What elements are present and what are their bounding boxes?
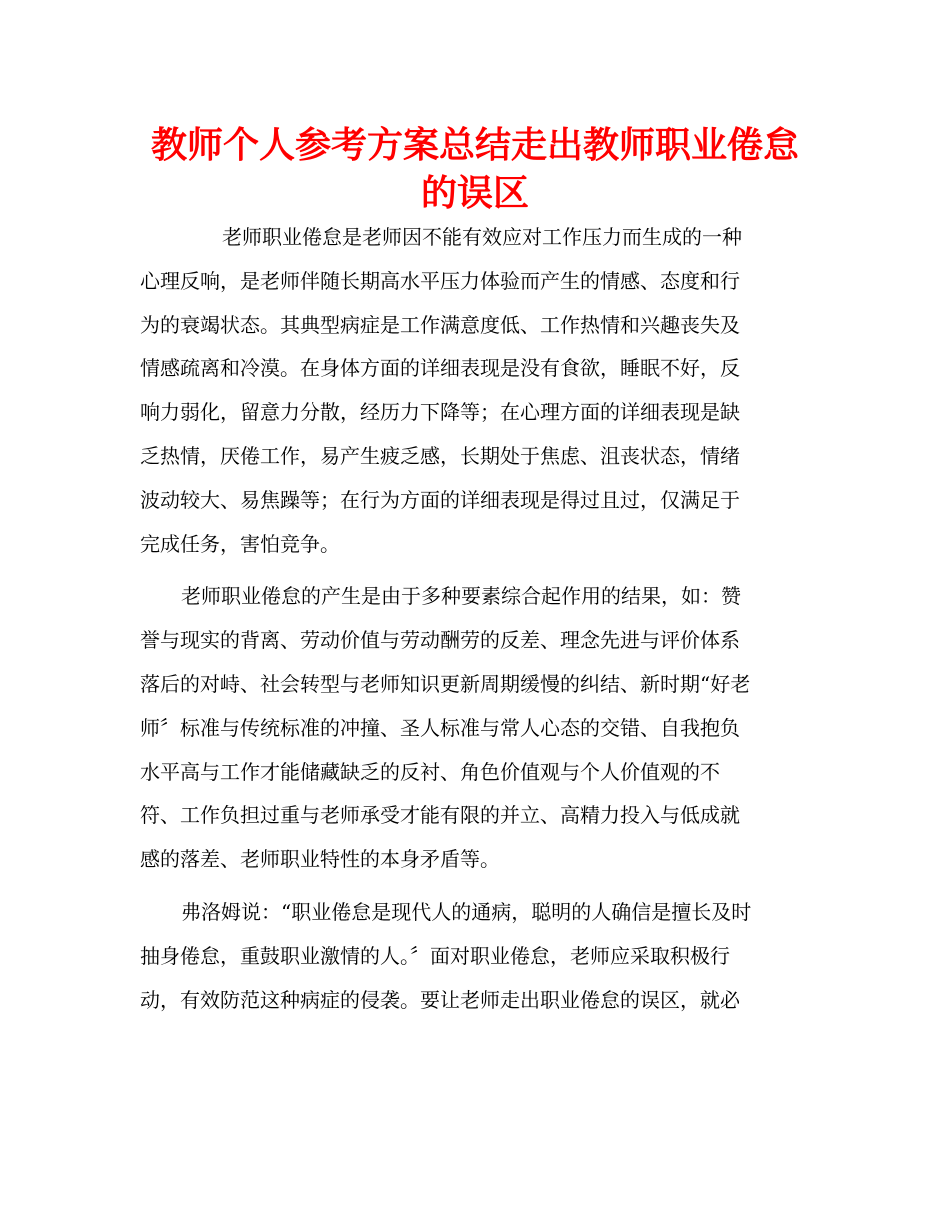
text-line: 誉与现实的背离、劳动价值与劳动酬劳的反差、理念先进与评价体系 — [140, 628, 740, 653]
text-line: 乏热情，厌倦工作，易产生疲乏感，长期处于焦虑、沮丧状态，情绪 — [140, 443, 740, 468]
text-line: 老师职业倦怠是老师因不能有效应对工作压力而生成的一种 — [222, 225, 742, 249]
paragraph-3 — [140, 891, 802, 1022]
text-line: 老师职业倦怠的产生是由于多种要素综合起作用的结果，如：赞 — [181, 584, 741, 609]
text-line: 响力弱化，留意力分散，经历力下降等；在心理方面的详细表现是缺 — [140, 400, 740, 425]
text-line: 为的衰竭状态。其典型病症是工作满意度低、工作热情和兴趣丧失及 — [140, 312, 740, 337]
document-title — [130, 122, 820, 218]
text-line: 师〞标准与传统标准的冲撞、圣人标准与常人心态的交错、自我抱负 — [140, 715, 740, 740]
text-line: 动，有效防范这种病症的侵袭。要让老师走出职业倦怠的误区，就必 — [140, 987, 740, 1012]
paragraph-gap — [140, 882, 802, 891]
text-line: 水平高与工作才能储藏缺乏的反衬、角色价值观与个人价值观的不 — [140, 759, 720, 784]
text-line: 情感疏离和冷漠。在身体方面的详细表现是没有食欲，睡眠不好，反 — [140, 356, 740, 381]
text-line: 弗洛姆说：“职业倦怠是现代人的通病，聪明的人确信是擅长及时 — [181, 899, 752, 924]
title-line: 的误区 — [420, 173, 529, 214]
document-body — [140, 216, 802, 1022]
paragraph-gap — [140, 566, 802, 575]
text-line: 心理反响，是老师伴随长期高水平压力体验而产生的情感、态度和行 — [140, 268, 740, 293]
text-line: 完成任务，害怕竞争。 — [140, 531, 340, 556]
text-line: 落后的对峙、社会转型与老师知识更新周期缓慢的纠结、新时期“好老 — [140, 671, 751, 696]
title-line: 教师个人参考方案总结走出教师职业倦怠 — [150, 125, 799, 166]
text-line: 抽身倦怠，重鼓职业激情的人。〞面对职业倦怠，老师应采取积极行 — [140, 943, 730, 968]
paragraph-1 — [140, 216, 802, 566]
text-line: 感的落差、老师职业特性的本身矛盾等。 — [140, 847, 500, 872]
text-line: 波动较大、易焦躁等；在行为方面的详细表现是得过且过，仅满足于 — [140, 487, 740, 512]
paragraph-2 — [140, 575, 802, 882]
text-line: 符、工作负担过重与老师承受才能有限的并立、高精力投入与低成就 — [140, 803, 740, 828]
